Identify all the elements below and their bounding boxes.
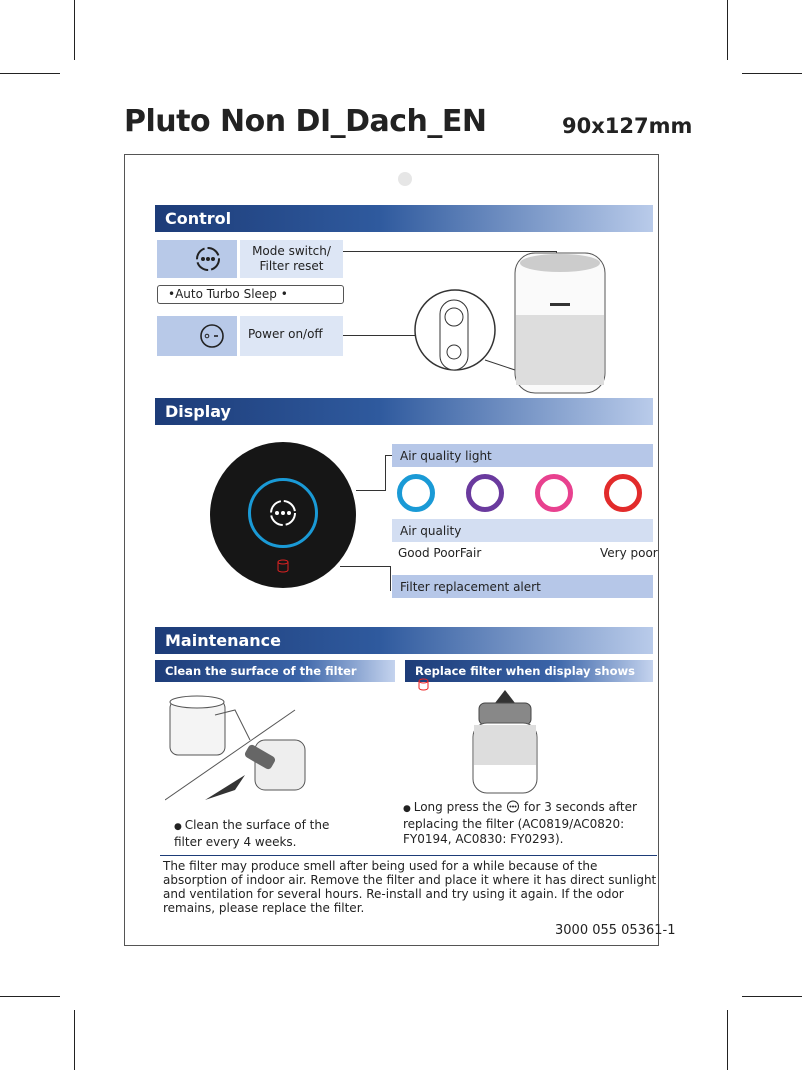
mode-switch-icon [194, 246, 222, 272]
crop-mark [74, 0, 75, 60]
odor-note: The filter may produce smell after being used for a while because of the absorption of indoor air. Remove the filter and place it where it has direct sunlight and ventilation for several hours. Re-install and try using it again. If the odor remains, please replace the filter. [163, 859, 657, 915]
filter-alert-icon [277, 559, 289, 573]
ring-good [397, 474, 435, 512]
air-quality-levels: Good PoorFair [398, 546, 482, 560]
replace-text-2: for 3 seconds after replacing the filter (AC0819/AC0820: FY0194, AC0830: FY0293). [403, 800, 637, 846]
mode-icon-box [157, 240, 237, 278]
mode-switch-icon [506, 800, 520, 813]
crop-mark [742, 73, 802, 74]
document-title: Pluto Non DI_Dach_EN [124, 104, 487, 139]
ring-poor [535, 474, 573, 512]
crop-mark [727, 0, 728, 60]
registration-dot [398, 172, 412, 186]
purifier-illustration [410, 245, 610, 395]
filter-alert-label: Filter replacement alert [392, 575, 653, 598]
mode-switch-icon [266, 497, 300, 529]
filter-alert-icon [418, 678, 429, 691]
power-label: Power on/off [240, 316, 343, 356]
display-heading: Display [155, 398, 653, 425]
crop-mark [742, 996, 802, 997]
ring-fair [466, 474, 504, 512]
crop-mark [0, 996, 60, 997]
divider [160, 855, 657, 856]
replace-instruction: ● Long press the for 3 seconds after replacing the filter (AC0819/AC0820: FY0194, AC0830: FY0293). [403, 800, 637, 846]
replace-heading-text: Replace filter when display shows [415, 664, 635, 678]
document-size: 90x127mm [562, 114, 693, 138]
clean-filter-illustration [165, 690, 315, 805]
crop-mark [0, 73, 60, 74]
replace-heading [405, 660, 653, 682]
air-quality-label: Air quality [392, 519, 653, 542]
mode-list: •Auto Turbo Sleep • [157, 285, 344, 304]
clean-heading: Clean the surface of the filter [155, 660, 395, 682]
clean-text: Clean the surface of the filter every 4 weeks. [174, 818, 330, 849]
power-icon-box [157, 316, 237, 356]
mode-switch-label: Mode switch/ Filter reset [240, 240, 343, 278]
part-code: 3000 055 05361-1 [555, 923, 676, 938]
air-quality-light-label: Air quality light [392, 444, 653, 467]
control-heading: Control [155, 205, 653, 232]
ring-very-poor [604, 474, 642, 512]
crop-mark [74, 1010, 75, 1070]
power-icon [199, 323, 225, 349]
air-quality-very-poor: Very poor [600, 546, 658, 560]
replace-text-1: Long press the [413, 800, 503, 814]
replace-filter-illustration [465, 685, 545, 795]
clean-instruction: ● Clean the surface of the filter every 4 weeks. [174, 818, 330, 849]
crop-mark [727, 1010, 728, 1070]
maintenance-heading: Maintenance [155, 627, 653, 654]
display-panel [210, 442, 356, 588]
